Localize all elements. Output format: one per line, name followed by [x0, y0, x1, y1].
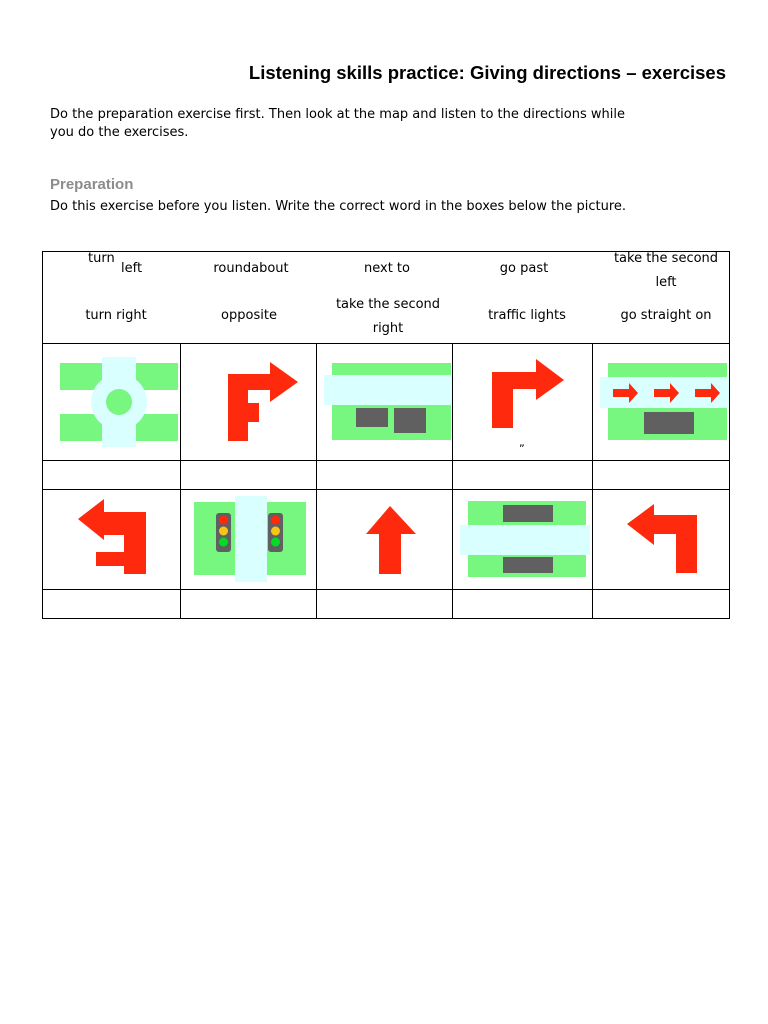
table-row-divider	[42, 460, 730, 461]
exercise-table	[42, 251, 730, 619]
word-take-the-second-left: take the second left	[613, 251, 719, 290]
word-turn: turn	[88, 251, 115, 266]
turn-left-icon	[592, 490, 729, 589]
next-to-icon	[316, 344, 452, 460]
word-next-to: next to	[364, 261, 410, 276]
stray-mark: „	[519, 436, 525, 449]
take-second-right-icon	[180, 344, 316, 460]
go-past-icon	[592, 344, 729, 460]
opposite-icon	[452, 490, 592, 589]
table-border-bottom	[42, 618, 730, 619]
take-second-left-icon	[42, 490, 180, 589]
word-left: left	[121, 261, 143, 276]
table-row-divider	[42, 589, 730, 590]
roundabout-icon	[42, 344, 180, 460]
word-go-straight-on: go straight on	[620, 308, 712, 323]
traffic-lights-icon	[180, 490, 316, 589]
preparation-instruction: Do this exercise before you listen. Write the correct word in the boxes below the picture.	[50, 199, 627, 214]
word-take-the-second-right: take the second right	[335, 297, 441, 336]
intro-text: Do the preparation exercise first. Then look at the map and listen to the directions while you do the exercises.	[50, 107, 625, 140]
word-go-past: go past	[499, 261, 549, 276]
go-straight-on-icon	[316, 490, 452, 589]
word-turn-right: turn right	[85, 308, 147, 323]
page-title: Listening skills practice: Giving directions – exercises	[248, 62, 726, 83]
section-heading-preparation: Preparation	[50, 176, 134, 193]
word-traffic-lights: traffic lights	[488, 308, 566, 323]
word-roundabout: roundabout	[213, 261, 289, 276]
word-opposite: opposite	[221, 308, 277, 323]
